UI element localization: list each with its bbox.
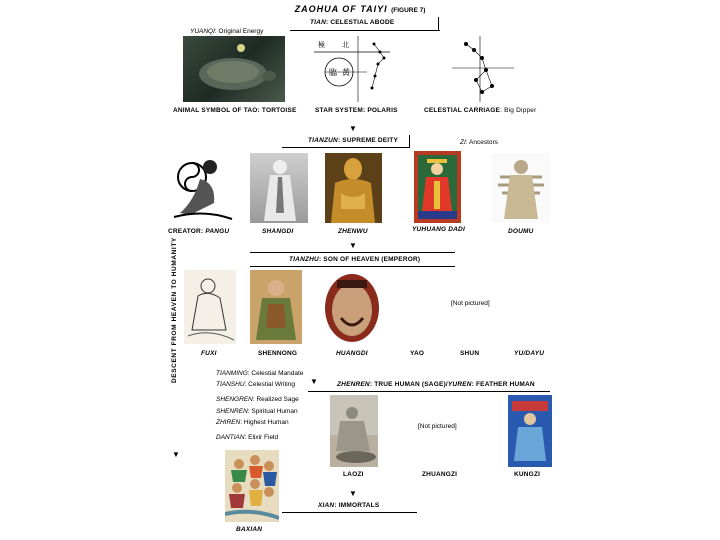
tianzun-term: TIANZUN [308, 137, 338, 144]
tianshu-gloss: : Celestial Writing [244, 381, 295, 388]
tortoise-shape [183, 36, 285, 102]
zhiren-term: ZHIREN [216, 419, 241, 426]
arrow-down-icon: ▼ [349, 241, 357, 250]
yuhuang-dadi-name: YUHUANG DADI [412, 226, 465, 233]
shennong-image [250, 270, 302, 344]
doumu-statue [492, 153, 550, 223]
polaris-char-4: 臨 [329, 68, 337, 77]
kungzi-image [508, 395, 552, 467]
kungzi-label: KUNGZI [514, 471, 541, 478]
yuhuang-dadi-image [414, 151, 461, 223]
dantian-gloss: : Elixir Field [244, 434, 279, 441]
arrow-down-icon: ▼ [310, 377, 318, 386]
zi-gloss: : Ancestors [465, 139, 498, 146]
tian-tick [438, 17, 439, 31]
tianzun-label [308, 137, 398, 144]
big-dipper-image [452, 36, 514, 102]
yuanqi-gloss: : Original Energy [214, 28, 264, 35]
tianzhu-overline [250, 252, 455, 253]
polaris-image [312, 36, 390, 102]
polaris-char-1: 極 [318, 42, 325, 49]
tianzun-tick [409, 135, 410, 148]
doumu-name: DOUMU [508, 228, 534, 235]
polaris-label: STAR SYSTEM: POLARIS [315, 107, 398, 114]
big-dipper-label [424, 107, 536, 114]
xian-underline [282, 512, 417, 513]
yuren-term: YUREN [447, 381, 472, 388]
shenren-term: SHENREN [216, 408, 248, 415]
arrow-down-icon: ▼ [172, 450, 180, 459]
polaris-char-3: 黃 [342, 68, 350, 77]
huangdi-portrait [323, 272, 381, 344]
not-pictured-zhuangzi: [Not pictured] [418, 423, 457, 430]
zhenwu-statue [325, 153, 382, 223]
yao-label: YAO [410, 350, 425, 357]
fuxi-drawing [184, 270, 236, 344]
huangdi-label [336, 350, 368, 357]
pangu-name: PANGU [205, 228, 230, 235]
tortoise-image [183, 36, 285, 102]
shangdi-label [262, 228, 293, 235]
zhiren-note [216, 419, 289, 426]
dantian-note [216, 434, 278, 441]
tianzun-gloss: : SUPREME DEITY [337, 137, 398, 144]
tian-underline [290, 30, 440, 31]
tian-label [310, 19, 394, 26]
zhenren-underline [308, 391, 550, 392]
shenren-gloss: : Spiritual Human [247, 408, 298, 415]
not-pictured-emperors: [Not pictured] [451, 300, 490, 307]
laozi-image [330, 395, 378, 467]
big-dipper-diagram [452, 36, 514, 102]
title-main: ZAOHUA OF TAIYI [294, 4, 388, 14]
big-dipper-gloss: : Big Dipper [500, 107, 537, 114]
huangdi-name: HUANGDI [336, 350, 368, 357]
tianshu-term: TIANSHU [216, 381, 245, 388]
yuanqi-note [190, 28, 263, 35]
pangu-prefix: CREATOR: [168, 228, 206, 235]
huangdi-image [323, 272, 381, 344]
shangdi-figure [250, 153, 308, 223]
shennong-label: SHENNONG [258, 350, 298, 357]
zhenwu-label [338, 228, 368, 235]
arrow-down-icon: ▼ [349, 124, 357, 133]
pangu-label [168, 228, 229, 235]
title-figure: (FIGURE 7) [391, 7, 426, 14]
shangdi-image [250, 153, 308, 223]
zhenwu-image [325, 153, 382, 223]
tortoise-label: ANIMAL SYMBOL OF TAO: TORTOISE [173, 107, 297, 114]
doumu-image [492, 153, 550, 223]
zhenren-gloss: : TRUE HUMAN (SAGE)/ [369, 381, 448, 388]
shengren-note [216, 396, 299, 403]
yu-dayu-name: YU/DAYU [514, 350, 545, 357]
baxian-label [236, 526, 262, 533]
xian-gloss: : IMMORTALS [334, 502, 380, 509]
tian-gloss: : CELESTIAL ABODE [325, 19, 395, 26]
shengren-gloss: : Realized Sage [252, 396, 299, 403]
fuxi-name: FUXI [201, 350, 217, 357]
tianzhu-underline [250, 266, 455, 267]
zhiren-gloss: : Highest Human [240, 419, 289, 426]
tianzun-underline [282, 147, 410, 148]
shangdi-name: SHANGDI [262, 228, 294, 235]
xian-term: XIAN [318, 502, 335, 509]
baxian-image [225, 450, 279, 522]
tianzhu-term: TIANZHU [289, 256, 319, 263]
laozi-statue [330, 395, 378, 467]
zhenren-term: ZHENREN [337, 381, 370, 388]
tianzhu-label [289, 256, 420, 263]
yuren-gloss: : FEATHER HUMAN [471, 381, 535, 388]
baxian-name: BAXIAN [236, 526, 263, 533]
kungzi-painting [508, 395, 552, 467]
xian-label [318, 502, 379, 509]
shun-label: SHUN [460, 350, 480, 357]
tianzhu-gloss: : SON OF HEAVEN (EMPEROR) [318, 256, 421, 263]
zhenwu-name: ZHENWU [338, 228, 368, 235]
zi-term: ZI [460, 139, 466, 146]
doumu-label [508, 228, 534, 235]
tian-term: TIAN [310, 19, 326, 26]
laozi-label: LAOZI [343, 471, 364, 478]
tianming-term: TIANMING [216, 370, 248, 377]
tianming-note [216, 370, 303, 377]
shennong-painting [250, 270, 302, 344]
yu-dayu-label [514, 350, 544, 357]
yuhuang-dadi-painting [414, 151, 461, 223]
shengren-term: SHENGREN [216, 396, 253, 403]
arrow-down-icon: ▼ [349, 489, 357, 498]
dantian-term: DANTIAN [216, 434, 245, 441]
fuxi-image [184, 270, 236, 344]
zhenren-label [337, 381, 535, 388]
polaris-char-2: 北 [342, 42, 349, 49]
zhuangzi-label: ZHUANGZI [422, 471, 458, 478]
fuxi-label [201, 350, 217, 357]
pangu-drawing [170, 153, 236, 223]
page-title [0, 4, 720, 14]
big-dipper-term: CELESTIAL CARRIAGE [424, 107, 501, 114]
pangu-image [170, 153, 236, 223]
descent-vertical-label: DESCENT FROM HEAVEN TO HUMANITY [171, 237, 178, 383]
shenren-note [216, 408, 298, 415]
baxian-painting [225, 450, 279, 522]
tianshu-note [216, 381, 295, 388]
yuhuang-dadi-label [412, 226, 465, 233]
zi-note [460, 139, 498, 146]
yuanqi-term: YUANQI [190, 28, 215, 35]
tianming-gloss: : Celestial Mandate [247, 370, 304, 377]
